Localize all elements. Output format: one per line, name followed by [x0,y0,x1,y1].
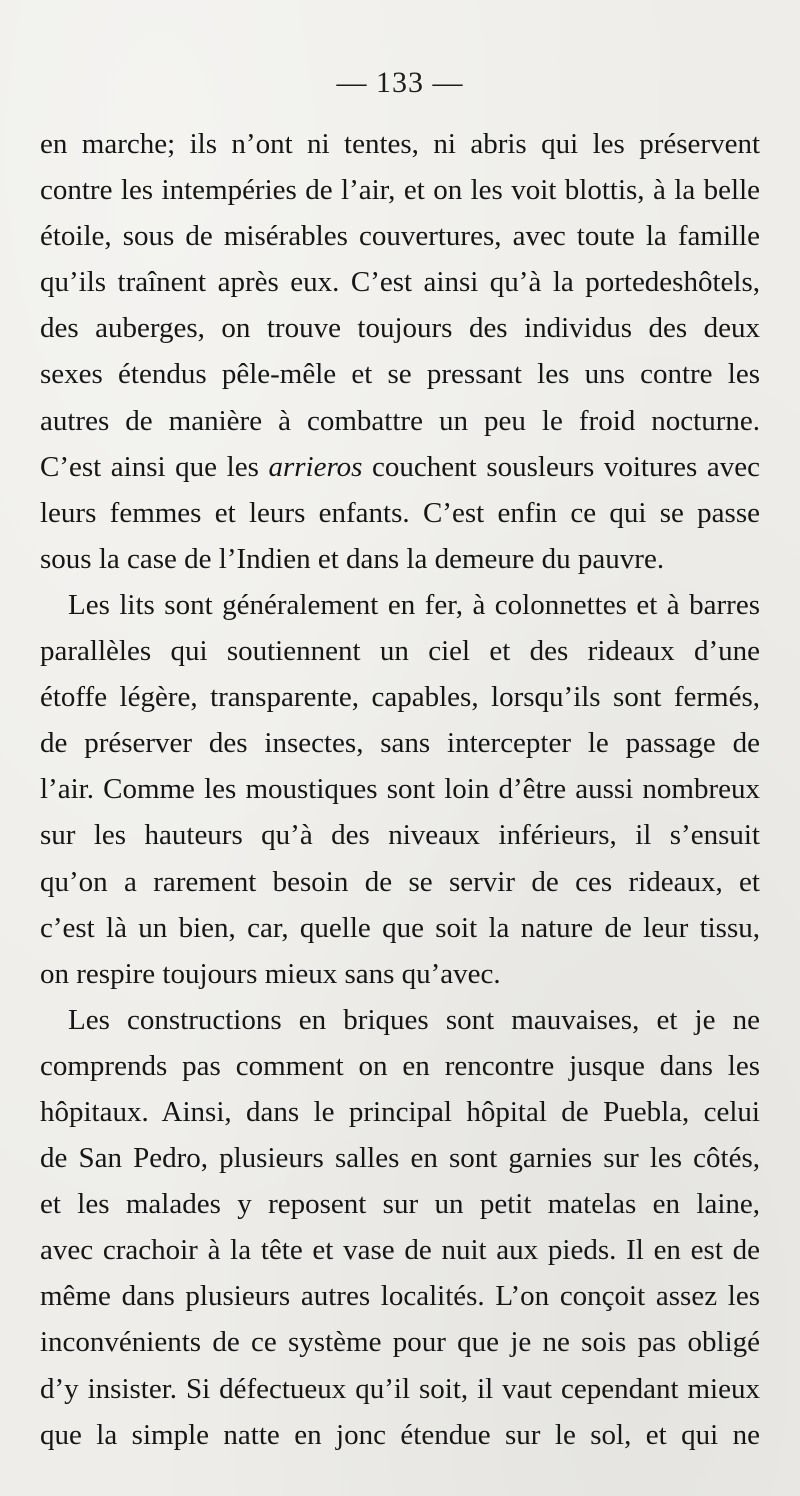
text-line [40,444,760,490]
text-line [40,1273,760,1319]
text-segment: de préserver des insectes, sans intercepter le passage de [40,727,760,760]
text-segment: inconvénients de ce système pour que je ne sois pas obligé [40,1326,760,1359]
text-segment: qu’on a rarement besoin de se servir de ces rideaux, et [40,865,760,898]
text-line [40,213,760,259]
text-line [40,859,760,905]
text-segment: arrieros [268,450,363,483]
text-line [40,121,760,167]
text-segment: avec crachoir à la tête et vase de nuit aux pieds. Il en est de [40,1234,760,1267]
paragraph [40,997,760,1458]
paragraph [40,121,760,582]
text-segment: d’y insister. Si défectueux qu’il soit, il vaut cependant mieux [40,1372,760,1405]
text-line [40,305,760,351]
text-line [40,490,760,536]
text-segment: sous la case de l’Indien et dans la demeure du pauvre. [40,542,665,575]
text-segment: qu’ils traînent après eux. C’est ainsi qu’à la portedeshôtels, [40,266,760,299]
text-line [40,766,760,812]
text-line [40,398,760,444]
text-line [40,720,760,766]
text-segment: l’air. Comme les moustiques sont loin d’être aussi nombreux [40,773,760,806]
text-line [40,1227,760,1273]
text-line [40,997,760,1043]
text-line [40,1181,760,1227]
paragraph [40,582,760,997]
text-segment: Les lits sont généralement en fer, à colonnettes et à barres [68,588,760,621]
text-segment: sexes étendus pêle-mêle et se pressant les uns contre les [40,358,760,391]
text-line [40,1135,760,1181]
text-segment: parallèles qui soutiennent un ciel et des rideaux d’une [40,635,760,668]
text-line [40,1319,760,1365]
text-segment: contre les intempéries de l’air, et on les voit blottis, à la belle [40,174,760,207]
text-segment: comprends pas comment on en rencontre jusque dans les [40,1049,760,1082]
text-segment: de San Pedro, plusieurs salles en sont garnies sur les côtés, [40,1142,760,1175]
text-line [40,351,760,397]
text-segment: et les malades y reposent sur un petit matelas en laine, [40,1188,760,1221]
text-line [40,259,760,305]
text-segment: même dans plusieurs autres localités. L’on conçoit assez les [40,1280,760,1313]
text-line [40,167,760,213]
text-segment: des auberges, on trouve toujours des individus des deux [40,312,760,345]
text-segment: C’est ainsi que les [40,450,269,483]
text-segment: étoile, sous de misérables couvertures, avec toute la famille [40,220,760,253]
text-segment: Les constructions en briques sont mauvaises, et je ne [68,1003,760,1036]
text-line [40,1366,760,1412]
text-line [40,674,760,720]
text-line [40,1043,760,1089]
text-line [40,582,760,628]
text-segment: couchent sousleurs voitures avec [362,450,760,483]
text-segment: que la simple natte en jonc étendue sur le sol, et qui ne [40,1418,760,1451]
text-line [40,1412,760,1458]
text-line [40,905,760,951]
text-line [40,1089,760,1135]
text-segment: en marche; ils n’ont ni tentes, ni abris qui les préservent [40,128,760,160]
text-segment: sur les hauteurs qu’à des niveaux inférieurs, il s’ensuit [40,819,760,852]
text-segment: c’est là un bien, car, quelle que soit la nature de leur tissu, [40,911,760,944]
text-segment: autres de manière à combattre un peu le froid nocturne. [40,404,760,437]
text-segment: hôpitaux. Ainsi, dans le principal hôpital de Puebla, celui [40,1095,760,1128]
text-line [40,536,760,582]
text-segment: étoffe légère, transparente, capables, lorsqu’ils sont fermés, [40,681,760,714]
text-line [40,628,760,674]
page-number: — 133 — [336,66,464,99]
text-line [40,951,760,997]
text-segment: on respire toujours mieux sans qu’avec. [40,957,501,990]
body-text [40,121,760,1458]
text-segment: leurs femmes et leurs enfants. C’est enfin ce qui se passe [40,496,760,529]
text-line [40,812,760,858]
